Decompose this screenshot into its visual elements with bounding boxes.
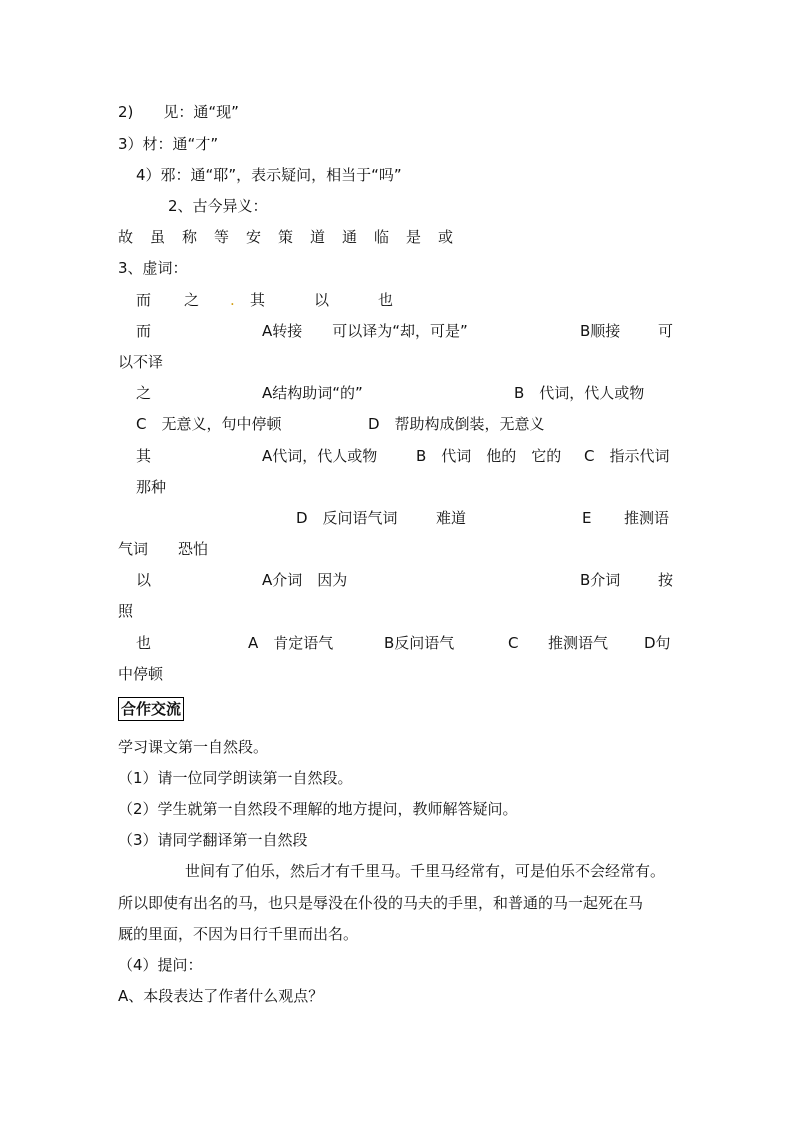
xuci-heading: 3、虚词： <box>118 259 188 277</box>
zhi-label: 之 <box>136 384 152 402</box>
qi-label: 其 <box>136 447 152 465</box>
qi-c-cont: 那种 <box>136 478 167 496</box>
xuci-word-zhi: 之 <box>184 291 200 309</box>
yi-b: B介词 <box>580 571 621 589</box>
ye-c2: 推测语气 <box>548 634 609 652</box>
yi-a: A介词 因为 <box>262 571 348 589</box>
qi-b: B 代词 他的 它的 <box>416 447 562 465</box>
zhi-d: D 帮助构成倒装，无意义 <box>368 415 545 433</box>
er-a: A转接 可以译为“却，可是” <box>262 322 468 340</box>
tongjia-line-2: 2) 见：通“现” <box>118 103 239 121</box>
question-a: A、本段表达了作者什么观点？ <box>118 987 324 1005</box>
ye-b: B反问语气 <box>384 634 455 652</box>
xuci-word-er: 而 <box>136 291 152 309</box>
cooperate-step-1: （1）请一位同学朗读第一自然段。 <box>118 769 353 787</box>
yi-b-tail: 按 <box>658 571 674 589</box>
er-b-cont: 以不译 <box>118 353 164 371</box>
tongjia-line-3: 3）材：通“才” <box>118 135 219 153</box>
er-b: B顺接 <box>580 322 621 340</box>
gujin-words: 故虽称等安策道通临是或 <box>118 228 471 246</box>
qi-c: C 指示代词 <box>584 447 670 465</box>
qi-a: A代词，代人或物 <box>262 447 378 465</box>
cooperate-step-2: （2）学生就第一自然段不理解的地方提问，教师解答疑问。 <box>118 800 518 818</box>
xuci-word-ye: 也 <box>378 291 394 309</box>
yi-label: 以 <box>136 571 152 589</box>
translation-line-3: 厩的里面，不因为日行千里而出名。 <box>118 925 359 943</box>
ye-a: A 肯定语气 <box>248 634 334 652</box>
er-b-tail: 可 <box>658 322 674 340</box>
qi-e: E <box>582 509 592 527</box>
qi-d2: 难道 <box>436 509 467 527</box>
gujin-heading: 2、古今异义： <box>168 197 268 215</box>
qi-e2: 推测语 <box>624 509 670 527</box>
er-label: 而 <box>136 322 152 340</box>
ye-c: C <box>508 634 519 652</box>
zhi-a: A结构助词“的” <box>262 384 363 402</box>
xuci-word-yi: 以 <box>314 291 330 309</box>
cooperate-intro: 学习课文第一自然段。 <box>118 738 269 756</box>
cooperate-step-4: （4）提问： <box>118 956 203 974</box>
translation-line-2: 所以即使有出名的马，也只是辱没在仆役的马夫的手里，和普通的马一起死在马 <box>118 894 644 912</box>
cooperate-step-3: （3）请同学翻译第一自然段 <box>118 831 308 849</box>
tongjia-line-4: 4）邪：通“耶”，表示疑问，相当于“吗” <box>136 166 402 184</box>
qi-e-cont: 气词 恐怕 <box>118 540 209 558</box>
cooperate-heading: 合作交流 <box>118 697 184 721</box>
xuci-word-qi: 其 <box>250 291 266 309</box>
zhi-b: B 代词，代人或物 <box>514 384 645 402</box>
yi-b-cont: 照 <box>118 602 134 620</box>
translation-line-1: 世间有了伯乐，然后才有千里马。千里马经常有，可是伯乐不会经常有。 <box>185 862 666 880</box>
ye-label: 也 <box>136 634 152 652</box>
ye-d-cont: 中停顿 <box>118 665 164 683</box>
xuci-dot: . <box>230 291 235 309</box>
ye-d: D句 <box>644 634 671 652</box>
zhi-c: C 无意义，句中停顿 <box>136 415 282 433</box>
qi-d: D 反问语气词 <box>296 509 398 527</box>
